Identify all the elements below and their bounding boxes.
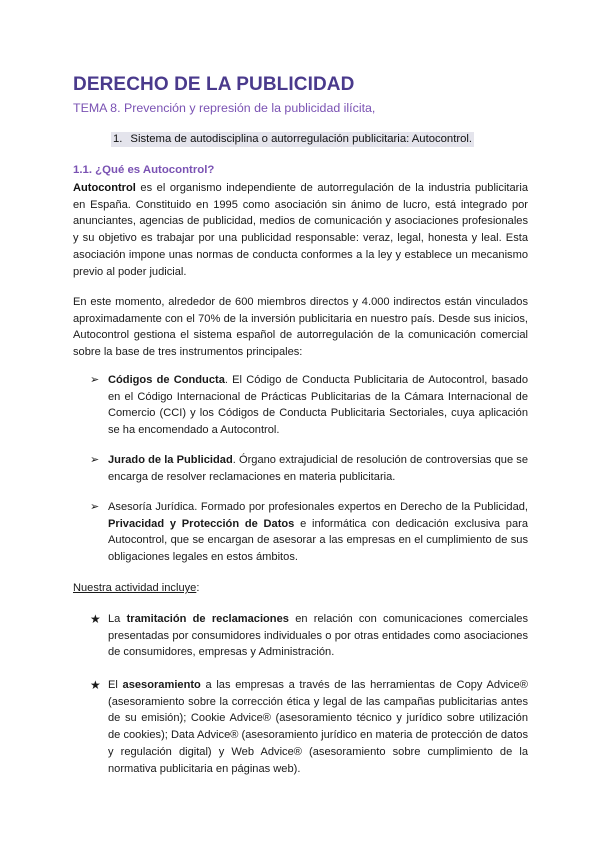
intro-text: es el organismo independiente de autorregulación de la industria publicitaria en España. Constituido en 1995 como asociación sin ánimo de lucro, está integrado por anunciantes, agencias de publicidad, medios de comunicación y asociaciones profesionales y su objetivo es trabajar por una publicidad responsable: veraz, legal, honesta y leal. Esta asociación impone unas normas de conducta conformes a la ley y establece un mecanismo previo al poder judicial. [73, 182, 528, 278]
activity-text: a las empresas a través de las herramientas de Copy Advice® (asesoramiento sobre la corrección ética y legal de las campañas publicitarias antes de su emisión); Cookie Advice® (asesoramiento técnico y jurídico sobre utilización de cookies); Data Advice® (asesoramiento jurídico en materia de protección de datos y regulación digital) y Web Advice® (asesoramiento sobre cumplimiento de la normativa publicitaria en páginas web). [108, 679, 528, 775]
activity-text: en relación con comunicaciones comerciales presentadas por consumidores individuales o por otras entidades como asociaciones de consumidores, empresas y Administración. [108, 613, 529, 659]
instrument-text: e informática con dedicación exclusiva para Autocontrol, que se encargan de asesorar a las empresas en el cumplimiento de sus obligaciones legales en estos ámbitos. [108, 517, 528, 564]
members-paragraph: En este momento, alrededor de 600 miembros directos y 4.000 indirectos están vinculados aproximadamente con el 70% de la inversión publicitaria en nuestro país. Desde sus inicios, Autocontrol gestiona el sistema español de autorregulación de la comunicación comercial sobre la base de tres instrumentos principales: [73, 296, 528, 359]
instrument-bold: Códigos de Conducta [108, 374, 225, 386]
intro-paragraph [73, 180, 528, 280]
activity-item [90, 677, 528, 777]
arrow-bullet-icon: ➢ [90, 501, 100, 513]
instrument-item [90, 499, 528, 566]
activity-heading [73, 580, 528, 597]
star-bullet-icon: ★ [90, 612, 101, 626]
outline-item-number: 1. [113, 133, 123, 145]
activity-bold: asesoramiento [122, 679, 201, 691]
instrument-text: . El Código de Conducta Publicitaria de Autocontrol, basado en el Código Internacional de Prácticas Publicitarias de la Cámara Internacional de Comercio (CCI) y los Códigos de Conducta Publicitaria Sectoriales, cuya aplicación se ha encomendado a Autocontrol. [108, 374, 528, 437]
activity-pre: La [108, 613, 127, 625]
intro-bold: Autocontrol [73, 182, 136, 194]
activity-heading-text: Nuestra actividad incluye [73, 582, 197, 594]
instrument-pre: Asesoría Jurídica. Formado por profesionales expertos en Derecho de la Publicidad, [108, 501, 528, 513]
activity-pre: El [108, 679, 123, 691]
activity-bold: tramitación de reclamaciones [126, 613, 289, 625]
activity-heading-colon: : [196, 582, 200, 594]
star-bullet-icon: ★ [90, 678, 101, 692]
instrument-text: . Órgano extrajudicial de resolución de controversias que se encarga de resolver reclamaciones en materia publicitaria. [108, 454, 528, 483]
instrument-item [90, 452, 528, 485]
outline-item-text: Sistema de autodisciplina o autorregulación publicitaria: Autocontrol. [130, 133, 473, 145]
instrument-bold: Privacidad y Protección de Datos [108, 517, 295, 530]
instrument-item [90, 372, 528, 439]
arrow-bullet-icon: ➢ [90, 374, 100, 386]
instrument-bold: Jurado de la Publicidad [108, 454, 233, 466]
document-title: DERECHO DE LA PUBLICIDAD [73, 74, 355, 95]
outline-item [111, 132, 474, 147]
activity-item [90, 611, 528, 661]
arrow-bullet-icon: ➢ [90, 454, 100, 466]
section-heading: 1.1. ¿Qué es Autocontrol? [73, 164, 215, 176]
document-subtitle: TEMA 8. Prevención y represión de la publicidad ilícita, [73, 101, 376, 115]
